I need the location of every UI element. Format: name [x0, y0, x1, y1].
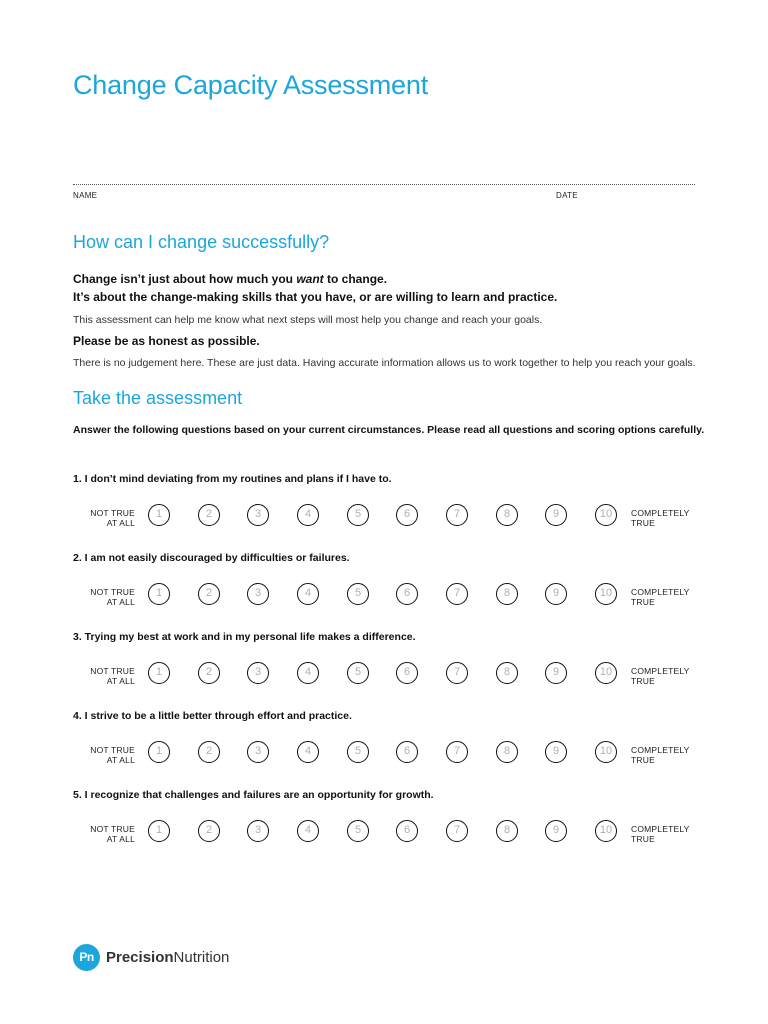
rating-option[interactable]: 3	[247, 741, 269, 763]
date-label: DATE	[556, 191, 578, 200]
scale-low-label: NOT TRUE AT ALL	[90, 745, 135, 765]
rating-option[interactable]: 4	[297, 504, 319, 526]
rating-option[interactable]: 8	[496, 583, 518, 605]
rating-option[interactable]: 7	[446, 583, 468, 605]
rating-option[interactable]: 8	[496, 741, 518, 763]
scale-high-label: COMPLETELY TRUE	[631, 587, 690, 607]
rating-option[interactable]: 9	[545, 662, 567, 684]
question-text: 5. I recognize that challenges and failures are an opportunity for growth.	[73, 789, 434, 801]
rating-option[interactable]: 8	[496, 504, 518, 526]
rating-option[interactable]: 4	[297, 662, 319, 684]
rating-option[interactable]: 5	[347, 662, 369, 684]
rating-option[interactable]: 3	[247, 583, 269, 605]
rating-option[interactable]: 9	[545, 583, 567, 605]
scale-high-label: COMPLETELY TRUE	[631, 508, 690, 528]
question-text: 4. I strive to be a little better through effort and practice.	[73, 710, 352, 722]
question-text: 1. I don’t mind deviating from my routines and plans if I have to.	[73, 473, 392, 485]
rating-option[interactable]: 4	[297, 741, 319, 763]
rating-option[interactable]: 4	[297, 820, 319, 842]
rating-option[interactable]: 1	[148, 820, 170, 842]
rating-option[interactable]: 10	[595, 662, 617, 684]
rating-option[interactable]: 7	[446, 820, 468, 842]
rating-option[interactable]: 2	[198, 583, 220, 605]
rating-option[interactable]: 5	[347, 504, 369, 526]
rating-scale	[73, 504, 695, 534]
rating-option[interactable]: 3	[247, 820, 269, 842]
rating-scale	[73, 662, 695, 692]
rating-option[interactable]: 1	[148, 662, 170, 684]
rating-option[interactable]: 10	[595, 504, 617, 526]
rating-option[interactable]: 6	[396, 820, 418, 842]
scale-low-label: NOT TRUE AT ALL	[90, 587, 135, 607]
rating-option[interactable]: 1	[148, 504, 170, 526]
name-date-line[interactable]	[73, 184, 695, 185]
rating-option[interactable]: 10	[595, 741, 617, 763]
question-text: 2. I am not easily discouraged by difficulties or failures.	[73, 552, 350, 564]
rating-option[interactable]: 3	[247, 662, 269, 684]
assessment-instructions: Answer the following questions based on your current circumstances. Please read all questions and scoring options carefully.	[73, 424, 705, 436]
page-title: Change Capacity Assessment	[73, 70, 428, 100]
rating-option[interactable]: 7	[446, 504, 468, 526]
brand-logo	[73, 943, 229, 971]
rating-option[interactable]: 6	[396, 504, 418, 526]
rating-option[interactable]: 7	[446, 662, 468, 684]
intro-heading: How can I change successfully?	[73, 232, 330, 252]
rating-option[interactable]: 3	[247, 504, 269, 526]
rating-option[interactable]: 5	[347, 741, 369, 763]
question-text: 3. Trying my best at work and in my personal life makes a difference.	[73, 631, 416, 643]
rating-option[interactable]: 4	[297, 583, 319, 605]
assessment-heading: Take the assessment	[73, 388, 243, 408]
intro-line-1: Change isn’t just about how much you want to change.	[73, 272, 388, 286]
rating-option[interactable]: 6	[396, 741, 418, 763]
intro-line-5: There is no judgement here. These are just data. Having accurate information allows us to work together to help you reach your goals.	[73, 357, 696, 369]
rating-option[interactable]: 9	[545, 741, 567, 763]
scale-low-label: NOT TRUE AT ALL	[90, 508, 135, 528]
scale-high-label: COMPLETELY TRUE	[631, 745, 690, 765]
rating-option[interactable]: 2	[198, 741, 220, 763]
rating-option[interactable]: 6	[396, 662, 418, 684]
name-label: NAME	[73, 191, 98, 200]
intro-line-4: Please be as honest as possible.	[73, 334, 260, 348]
brand-name: PrecisionNutrition	[106, 948, 230, 966]
rating-option[interactable]: 9	[545, 504, 567, 526]
rating-option[interactable]: 8	[496, 662, 518, 684]
rating-option[interactable]: 2	[198, 820, 220, 842]
rating-scale	[73, 741, 695, 771]
rating-option[interactable]: 6	[396, 583, 418, 605]
rating-option[interactable]: 1	[148, 583, 170, 605]
rating-option[interactable]: 10	[595, 820, 617, 842]
rating-option[interactable]: 5	[347, 820, 369, 842]
rating-option[interactable]: 10	[595, 583, 617, 605]
rating-option[interactable]: 8	[496, 820, 518, 842]
rating-option[interactable]: 1	[148, 741, 170, 763]
rating-scale	[73, 820, 695, 850]
rating-scale	[73, 583, 695, 613]
rating-option[interactable]: 2	[198, 662, 220, 684]
rating-option[interactable]: 2	[198, 504, 220, 526]
scale-low-label: NOT TRUE AT ALL	[90, 666, 135, 686]
intro-line-3: This assessment can help me know what next steps will most help you change and reach your goals.	[73, 314, 543, 326]
scale-high-label: COMPLETELY TRUE	[631, 824, 690, 844]
rating-option[interactable]: 9	[545, 820, 567, 842]
intro-line-2: It’s about the change-making skills that you have, or are willing to learn and practice.	[73, 290, 558, 304]
scale-high-label: COMPLETELY TRUE	[631, 666, 690, 686]
logo-mark-icon: Pn	[73, 944, 100, 971]
rating-option[interactable]: 5	[347, 583, 369, 605]
rating-option[interactable]: 7	[446, 741, 468, 763]
scale-low-label: NOT TRUE AT ALL	[90, 824, 135, 844]
